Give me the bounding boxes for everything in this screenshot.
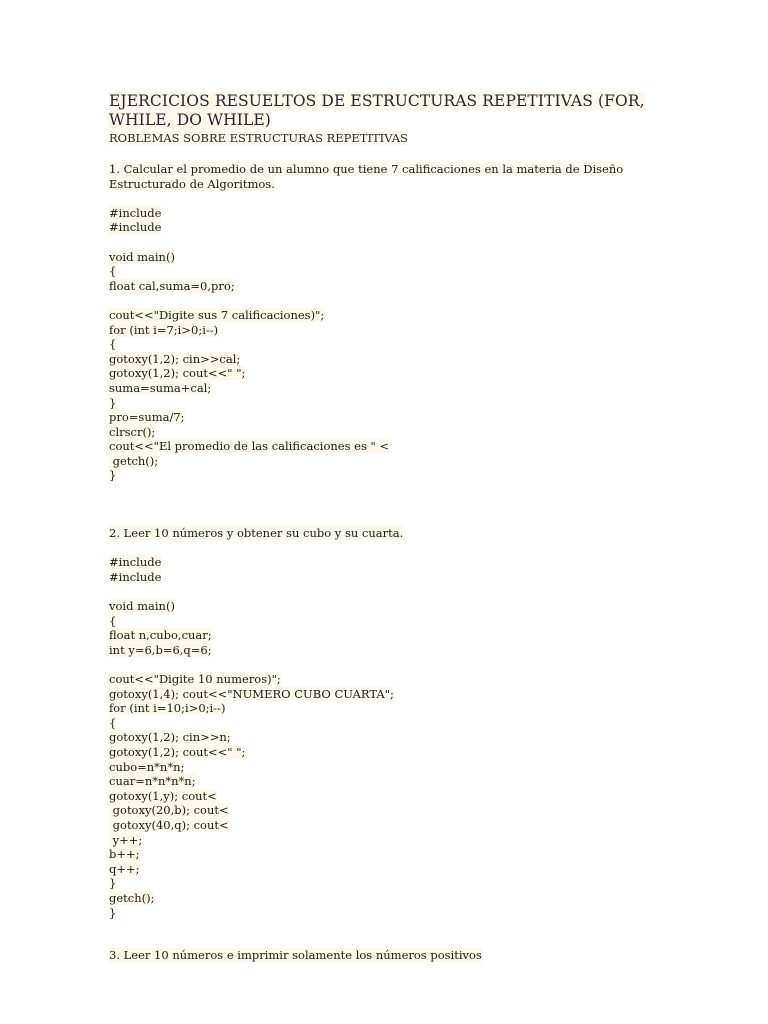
code-text: cubo=n*n*n; (109, 759, 185, 774)
code-line (109, 672, 669, 687)
document-subtitle-text: ROBLEMAS SOBRE ESTRUCTURAS REPETITIVAS (109, 131, 408, 145)
code-line (109, 468, 669, 483)
code-text: for (int i=7;i>0;i--) (109, 322, 219, 337)
code-line (109, 352, 669, 367)
code-text: } (109, 468, 117, 483)
code-text: void main() (109, 249, 175, 264)
exercise-2-prompt-text: 2. Leer 10 números y obtener su cubo y su cuarta. (109, 526, 404, 541)
code-line (109, 643, 669, 658)
code-line (109, 760, 669, 775)
code-text: pro=suma/7; (109, 410, 185, 425)
document-title (109, 92, 669, 130)
code-line (109, 803, 669, 818)
code-line-blank (109, 293, 669, 308)
code-line (109, 206, 669, 221)
exercise-2-code (109, 555, 669, 920)
code-line (109, 730, 669, 745)
exercise-1-code (109, 206, 669, 483)
code-line (109, 337, 669, 352)
code-line (109, 323, 669, 338)
code-line (109, 876, 669, 891)
code-text: { (109, 337, 117, 352)
code-line-blank (109, 657, 669, 672)
code-line (109, 716, 669, 731)
code-line (109, 789, 669, 804)
code-line (109, 570, 669, 585)
code-line (109, 628, 669, 643)
code-line (109, 454, 669, 469)
code-line (109, 847, 669, 862)
document-page (109, 92, 669, 963)
code-text: float n,cubo,cuar; (109, 628, 212, 643)
code-text: clrscr(); (109, 424, 156, 439)
code-line (109, 599, 669, 614)
code-text: } (109, 395, 117, 410)
exercise-1-prompt-text: 1. Calcular el promedio de un alumno que tiene 7 calificaciones en la materia de Diseño Estructurado de Algoritmos. (109, 162, 624, 191)
code-line (109, 774, 669, 789)
code-line (109, 250, 669, 265)
code-text: cout<<"El promedio de las calificaciones es " < (109, 439, 390, 454)
spacer (109, 146, 669, 162)
code-line (109, 891, 669, 906)
code-text: cout<<"Digite 10 numeros)"; (109, 672, 281, 686)
code-text: for (int i=10;i>0;i--) (109, 701, 226, 716)
code-line (109, 439, 669, 454)
code-line (109, 366, 669, 381)
spacer (109, 541, 669, 556)
code-text: float cal,suma=0,pro; (109, 278, 235, 293)
exercise-1 (109, 162, 669, 483)
code-line (109, 614, 669, 629)
code-line (109, 862, 669, 877)
code-text: #include (109, 205, 162, 220)
code-text: } (109, 905, 117, 920)
code-line-blank (109, 235, 669, 250)
code-line (109, 264, 669, 279)
code-line (109, 220, 669, 235)
code-text: gotoxy(1,2); cin>>cal; (109, 351, 241, 366)
code-text: gotoxy(40,q); cout< (109, 817, 229, 832)
code-text: cuar=n*n*n*n; (109, 774, 196, 789)
code-line (109, 396, 669, 411)
spacer (109, 483, 669, 526)
exercise-2-prompt (109, 526, 669, 541)
code-text: gotoxy(20,b); cout< (109, 803, 229, 818)
code-line (109, 410, 669, 425)
code-line (109, 555, 669, 570)
code-text: suma=suma+cal; (109, 380, 212, 395)
spacer (109, 191, 669, 206)
code-text: #include (109, 220, 162, 235)
code-text: { (109, 264, 117, 279)
exercise-3 (109, 948, 669, 963)
code-line (109, 425, 669, 440)
exercise-1-prompt (109, 162, 669, 191)
code-text: { (109, 715, 117, 730)
code-text: void main() (109, 599, 175, 614)
code-text: gotoxy(1,2); cout<<" "; (109, 366, 246, 381)
code-text: getch(); (109, 453, 159, 468)
document-subtitle (109, 131, 669, 146)
code-text: getch(); (109, 890, 155, 905)
code-line-blank (109, 584, 669, 599)
code-line (109, 687, 669, 702)
code-line (109, 279, 669, 294)
code-text: { (109, 613, 117, 628)
code-line (109, 833, 669, 848)
document-title-text: EJERCICIOS RESUELTOS DE ESTRUCTURAS REPETITIVAS (FOR, WHILE, DO WHILE) (109, 92, 645, 129)
code-text: y++; (109, 832, 143, 847)
exercise-2 (109, 526, 669, 920)
spacer (109, 920, 669, 948)
exercise-3-prompt-text: 3. Leer 10 números e imprimir solamente los números positivos (109, 948, 482, 963)
code-text: cout<<"Digite sus 7 calificaciones)"; (109, 307, 325, 322)
exercise-3-prompt (109, 948, 669, 963)
code-line (109, 745, 669, 760)
code-line (109, 701, 669, 716)
code-line (109, 818, 669, 833)
code-text: int y=6,b=6,q=6; (109, 642, 212, 657)
code-line (109, 308, 669, 323)
code-text: q++; (109, 861, 140, 876)
code-text: b++; (109, 847, 140, 862)
code-text: gotoxy(1,y); cout< (109, 788, 217, 803)
code-text: gotoxy(1,2); cin>>n; (109, 730, 231, 745)
code-text: gotoxy(1,4); cout<<"NUMERO CUBO CUARTA"; (109, 686, 394, 701)
code-text: gotoxy(1,2); cout<<" "; (109, 744, 246, 759)
code-text: } (109, 876, 117, 891)
code-line (109, 906, 669, 921)
code-text: #include (109, 555, 162, 570)
code-text: #include (109, 569, 162, 584)
code-line (109, 381, 669, 396)
